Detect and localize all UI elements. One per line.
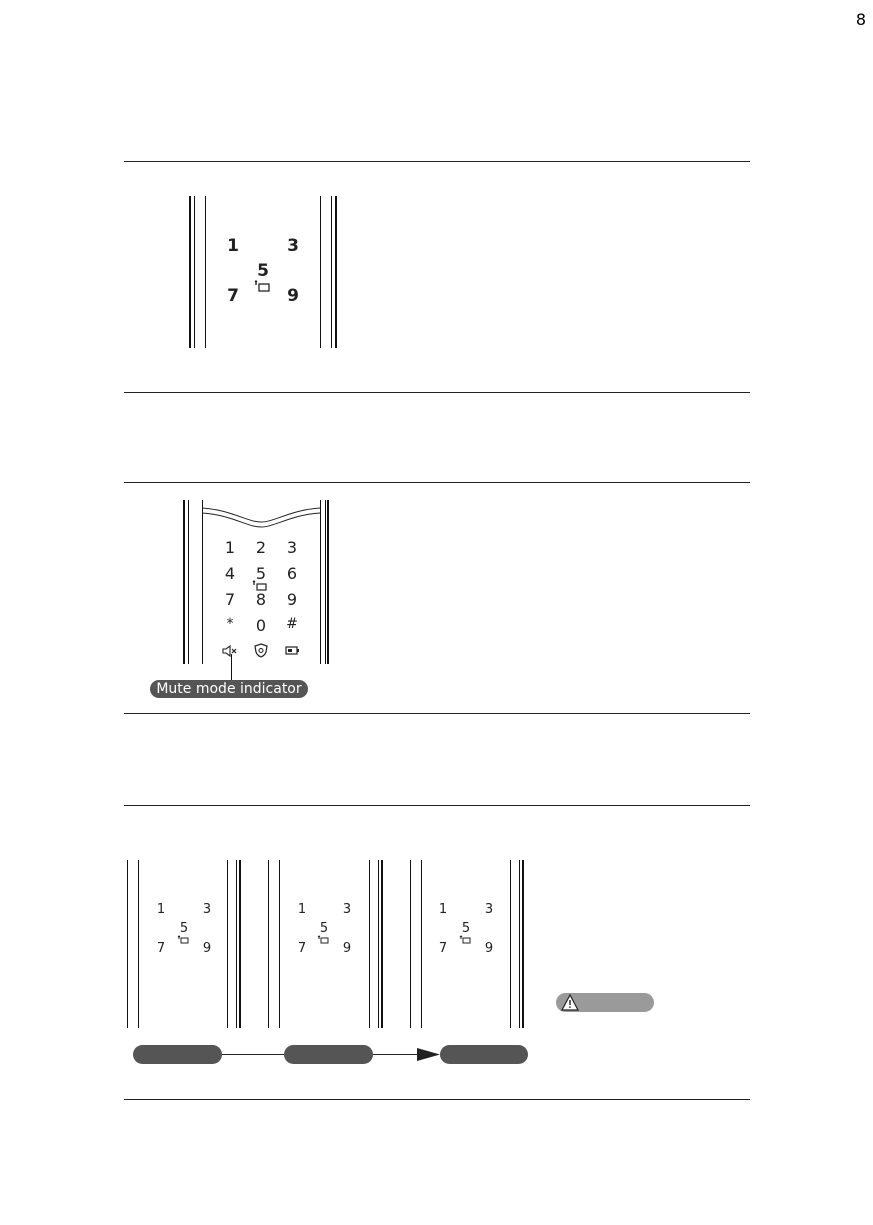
keypad-key: 9 <box>342 941 352 956</box>
frame-line <box>331 196 332 348</box>
keypad-key: 3 <box>484 902 494 917</box>
lock-back-icon <box>317 935 330 944</box>
keypad-key: 9 <box>287 286 299 306</box>
frame-line <box>410 860 411 1028</box>
section-divider <box>124 1099 750 1100</box>
frame-line <box>369 860 370 1028</box>
keypad-key: 7 <box>224 590 236 609</box>
frame-line <box>378 860 379 1028</box>
step-pill <box>440 1045 528 1064</box>
frame-line <box>127 860 128 1028</box>
frame-line <box>239 860 241 1028</box>
keypad-key: 3 <box>342 902 352 917</box>
frame-line <box>320 500 321 664</box>
lock-back-icon <box>254 280 272 292</box>
frame-line <box>227 860 228 1028</box>
keypad-key: 3 <box>287 236 299 256</box>
keypad-key: 5 <box>257 261 269 281</box>
keypad-key: 5 <box>461 921 471 936</box>
frame-line <box>519 860 520 1028</box>
battery-icon <box>285 646 300 655</box>
keypad-key: 6 <box>286 564 298 583</box>
frame-line <box>194 196 195 348</box>
keypad-key: 7 <box>297 941 307 956</box>
frame-line <box>205 196 206 348</box>
callout-leader-line <box>231 654 232 681</box>
frame-line <box>421 860 422 1028</box>
frame-line <box>522 860 524 1028</box>
lock-back-icon <box>459 935 472 944</box>
step-connector <box>222 1054 284 1055</box>
keypad-key: 7 <box>438 941 448 956</box>
keypad-key: 7 <box>156 941 166 956</box>
keypad-key-hash: # <box>286 616 298 632</box>
section-divider <box>124 805 750 806</box>
frame-line <box>183 500 185 664</box>
keypad-key: 7 <box>227 286 239 306</box>
shield-icon <box>254 643 268 658</box>
frame-line <box>268 860 269 1028</box>
keypad-key: 1 <box>224 538 236 557</box>
section-divider <box>124 482 750 483</box>
keypad-key: 3 <box>286 538 298 557</box>
frame-line <box>138 860 139 1028</box>
frame-line <box>320 196 321 348</box>
step-pill <box>133 1045 222 1064</box>
keypad-key: 3 <box>202 902 212 917</box>
frame-line <box>335 196 337 348</box>
step-arrow-icon <box>373 1046 441 1063</box>
keypad-key: 0 <box>255 616 267 635</box>
frame-line <box>325 500 326 664</box>
frame-line <box>189 196 191 348</box>
step-pill <box>284 1045 373 1064</box>
keypad-key: 9 <box>286 590 298 609</box>
frame-line <box>279 860 280 1028</box>
lock-back-icon <box>252 580 268 591</box>
keypad-key: 5 <box>319 921 329 936</box>
keypad-key: 1 <box>438 902 448 917</box>
keypad-key: 5 <box>179 921 189 936</box>
speaker-mute-icon <box>222 644 238 658</box>
keypad-top-curve <box>202 500 320 530</box>
keypad-key: 2 <box>255 538 267 557</box>
frame-line <box>236 860 237 1028</box>
keypad-key: 9 <box>484 941 494 956</box>
frame-line <box>510 860 511 1028</box>
section-divider <box>124 713 750 714</box>
keypad-key: 4 <box>224 564 236 583</box>
warning-triangle-icon <box>561 994 579 1011</box>
keypad-key: 9 <box>202 941 212 956</box>
frame-line <box>381 860 383 1028</box>
section-divider <box>124 392 750 393</box>
keypad-key: 5 <box>255 564 267 583</box>
page-number: 8 <box>855 10 866 29</box>
warning-badge <box>556 993 654 1012</box>
mute-mode-indicator-callout: Mute mode indicator <box>150 680 308 698</box>
keypad-key: 1 <box>297 902 307 917</box>
keypad-key-star: * <box>226 616 234 632</box>
keypad-key: 8 <box>255 590 267 609</box>
section-divider <box>124 161 750 162</box>
lock-back-icon <box>177 935 190 944</box>
frame-line <box>327 500 329 664</box>
keypad-key: 1 <box>156 902 166 917</box>
frame-line <box>188 500 189 664</box>
keypad-key: 1 <box>227 236 239 256</box>
